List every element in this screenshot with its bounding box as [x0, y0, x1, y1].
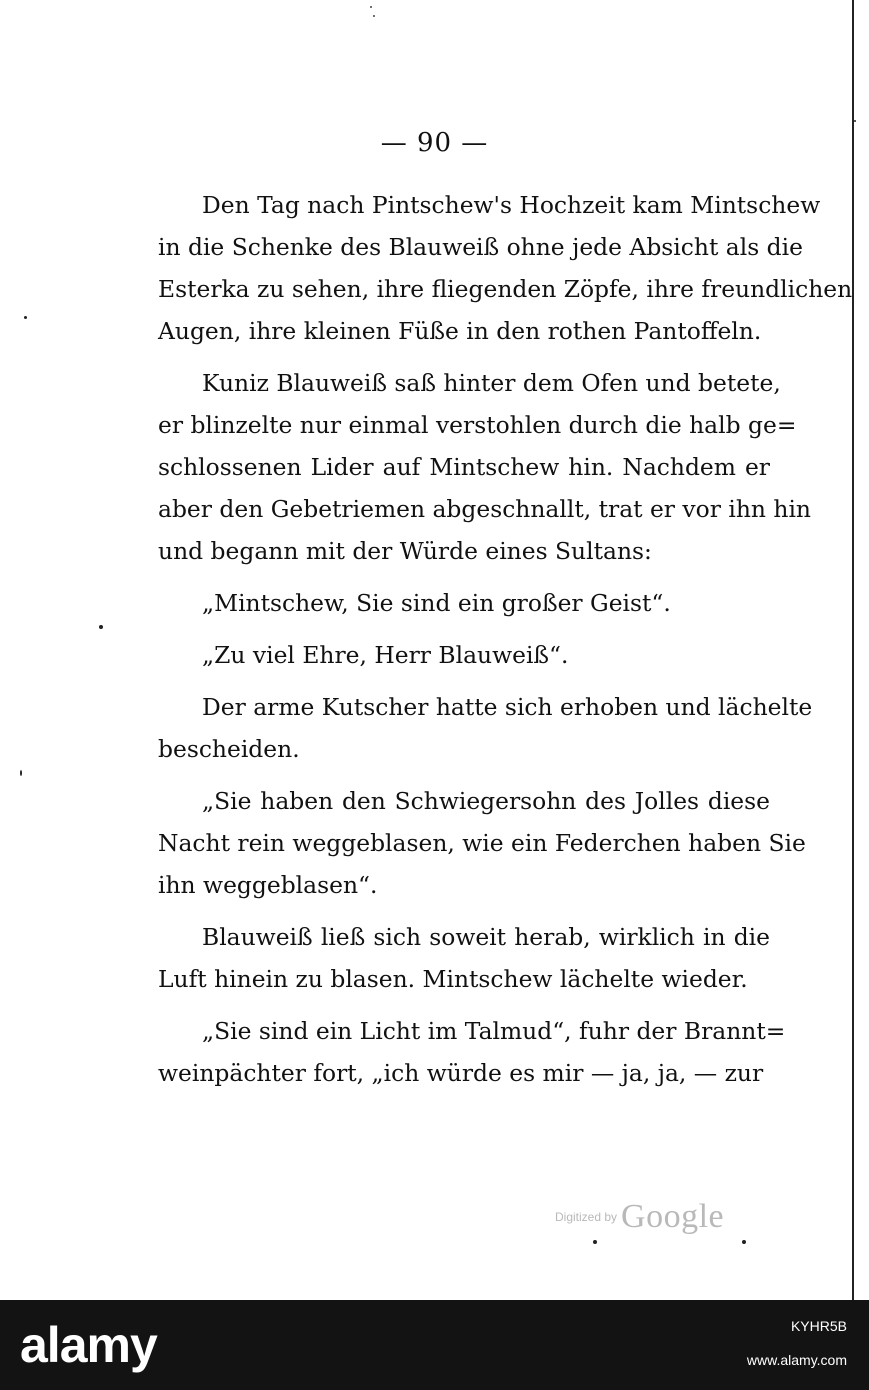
paragraph: [158, 362, 811, 572]
page-edge-line: [852, 0, 854, 1300]
text-line: Blauweiß ließ sich soweit herab, wirklich in die: [202, 923, 770, 951]
image-id: KYHR5B: [790, 1318, 847, 1334]
alamy-banner: [0, 1300, 869, 1390]
text-line: Der arme Kutscher hatte sich erhoben und lächelte: [202, 693, 813, 721]
paragraph: [158, 780, 806, 906]
paragraph: [158, 686, 813, 770]
text-line: ihn weggeblasen“.: [158, 871, 378, 899]
paragraph: [158, 634, 770, 676]
paragraph: [158, 916, 770, 1000]
digitized-by-google-watermark: [555, 1198, 724, 1236]
text-line: Esterka zu sehen, ihre fliegenden Zöpfe, ihre freundlichen: [158, 275, 853, 303]
text-line: schlossenen Lider auf Mintschew hin. Nachdem er: [158, 453, 770, 481]
text-line: Kuniz Blauweiß saß hinter dem Ofen und betete,: [202, 369, 781, 397]
watermark-small-text: Digitized by: [555, 1210, 618, 1224]
text-line: bescheiden.: [158, 735, 300, 763]
text-line: er blinzelte nur einmal verstohlen durch die halb ge=: [158, 411, 797, 439]
text-line: weinpächter fort, „ich würde es mir — ja, ja, — zur: [158, 1059, 764, 1087]
text-line: aber den Gebetriemen abgeschnallt, trat er vor ihn hin: [158, 495, 811, 523]
text-line: Luft hinein zu blasen. Mintschew lächelte wieder.: [158, 965, 748, 993]
alamy-logo: alamy: [20, 1317, 157, 1373]
alamy-url: www.alamy.com: [746, 1352, 847, 1368]
text-line: „Sie sind ein Licht im Talmud“, fuhr der Brannt=: [202, 1017, 786, 1045]
scan-specks-top: [370, 6, 376, 18]
text-line: und begann mit der Würde eines Sultans:: [158, 537, 652, 565]
text-line: Den Tag nach Pintschew's Hochzeit kam Mintschew: [202, 191, 821, 219]
text-line: Augen, ihre kleinen Füße in den rothen Pantoffeln.: [158, 317, 762, 345]
paragraph: [158, 184, 853, 352]
text-line: „Sie haben den Schwiegersohn des Jolles diese: [202, 787, 770, 815]
text-line: „Mintschew, Sie sind ein großer Geist“.: [202, 589, 671, 617]
text-line: Nacht rein weggeblasen, wie ein Federchen haben Sie: [158, 829, 806, 857]
text-line: in die Schenke des Blauweiß ohne jede Absicht als die: [158, 233, 803, 261]
page-number: — 90 —: [380, 128, 489, 158]
body-text: [158, 184, 853, 1104]
text-line: „Zu viel Ehre, Herr Blauweiß“.: [202, 641, 569, 669]
paragraph: [158, 582, 770, 624]
google-logo-text: Google: [621, 1198, 725, 1235]
paragraph: [158, 1010, 786, 1094]
